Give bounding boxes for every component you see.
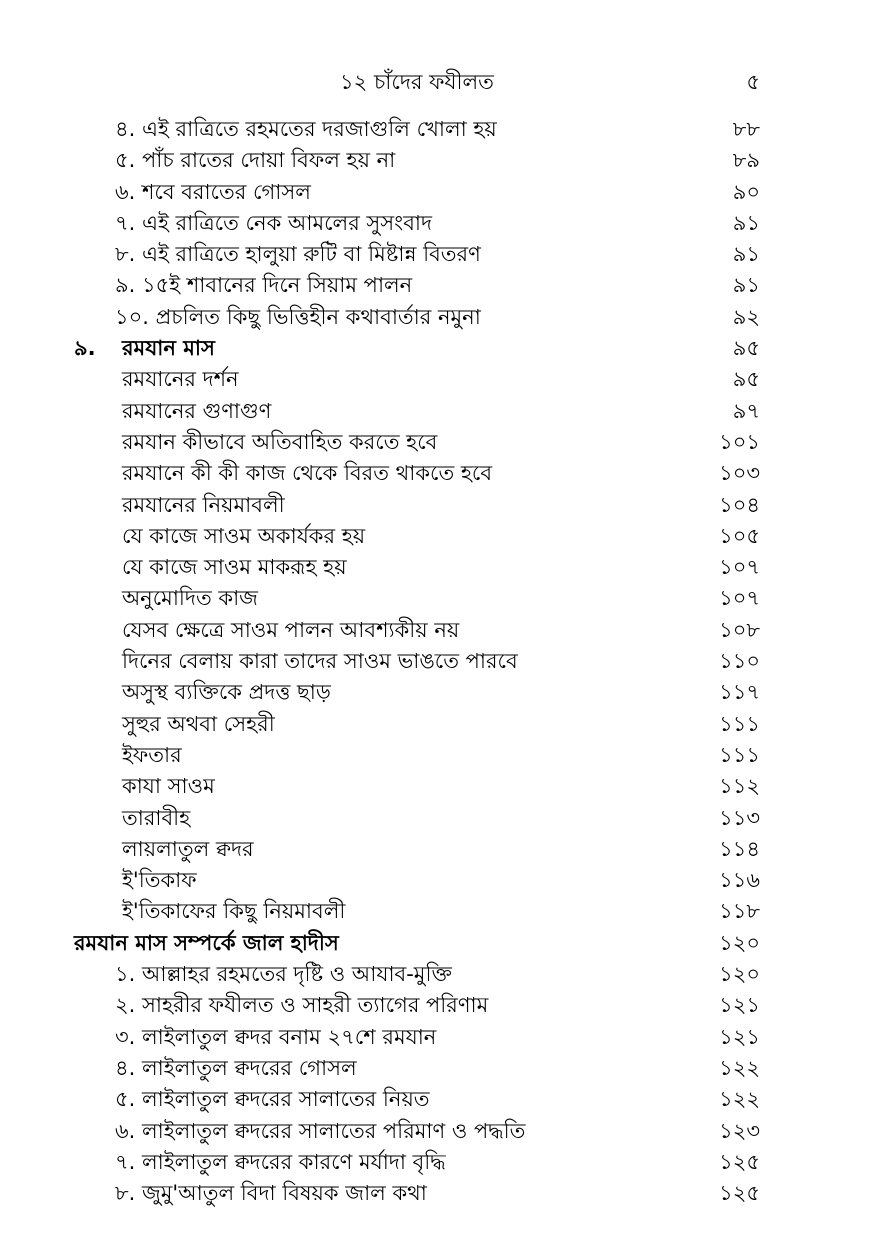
toc-entry (0, 239, 870, 270)
toc-entry-title: সুহুর অথবা সেহরী (122, 711, 275, 736)
toc-entry (0, 615, 870, 646)
running-header (0, 66, 870, 96)
toc-entry-title: রমযানের দর্শন (122, 367, 239, 392)
toc-entry-page: ১১৭ (719, 680, 760, 705)
toc-entry (0, 928, 870, 959)
toc-entry (0, 896, 870, 927)
toc-entry-title: ১. আল্লাহর রহমতের দৃষ্টি ও আযাব-মুক্তি (115, 962, 452, 987)
toc-entry-page: ১২৩ (719, 1118, 760, 1143)
toc-entry-title: রমযানে কী কী কাজ থেকে বিরত থাকতে হবে (122, 461, 493, 486)
toc-entry (0, 270, 870, 301)
toc-entry (0, 1116, 870, 1147)
toc-entry-page: ১০৫ (719, 523, 760, 548)
toc-entry-page: ১০৭ (719, 586, 760, 611)
toc-entry (0, 1022, 870, 1053)
toc-entry-title: ৫. পাঁচ রাতের দোয়া বিফল হয় না (115, 148, 396, 173)
toc-entry-title: ৮. এই রাত্রিতে হালুয়া রুটি বা মিষ্টান্ন বিতরণ (115, 242, 481, 267)
toc-entry-page: ১১৬ (719, 868, 760, 893)
toc-entry-page: ১১১ (719, 742, 760, 767)
toc-entry-page: ১২২ (719, 1087, 760, 1112)
toc-entry-title: অনুমোদিত কাজ (122, 586, 258, 611)
toc-entry-title: যেসব ক্ষেত্রে সাওম পালন আবশ্যকীয় নয় (122, 617, 460, 642)
toc-entry-title: যে কাজে সাওম মাকরূহ হয় (122, 555, 347, 580)
toc-entry-title: ৩. লাইলাতুল ক্বদর বনাম ২৭শে রমযান (115, 1024, 437, 1049)
toc-entry-page: ১১১ (719, 711, 760, 736)
running-title: ১২ চাঁদের ফযীলত (340, 70, 494, 94)
toc-entry (0, 959, 870, 990)
toc-entry (0, 490, 870, 521)
toc-entry (0, 458, 870, 489)
toc-entry (0, 114, 870, 145)
toc-entry (0, 177, 870, 208)
toc-entry-title: দিনের বেলায় কারা তাদের সাওম ভাঙতে পারবে (122, 649, 518, 674)
toc-entry-page: ১০৮ (719, 617, 760, 642)
toc-entry-title: তারাবীহ (122, 805, 191, 830)
toc-entry-title: ১০. প্রচলিত কিছু ভিত্তিহীন কথাবার্তার নমুনা (115, 304, 481, 329)
toc-entry (0, 771, 870, 802)
toc-entry (0, 427, 870, 458)
toc-entry-title: রমযানের নিয়মাবলী (122, 492, 285, 517)
toc-entry-page: ১১৪ (719, 836, 760, 861)
toc-entry (0, 552, 870, 583)
toc-entry-title: ৪. এই রাত্রিতে রহমতের দরজাগুলি খোলা হয় (115, 117, 497, 141)
toc-entry (0, 1178, 870, 1209)
toc-entry-title: যে কাজে সাওম অকার্যকর হয় (122, 523, 366, 548)
toc-entry-page: ৮৯ (732, 148, 760, 173)
toc-entry-page: ১০৭ (719, 555, 760, 580)
toc-entry (0, 709, 870, 740)
toc-entry-page: ১২১ (719, 1024, 760, 1049)
toc-entry-page: ১০৩ (719, 461, 760, 486)
toc-entry-title: রমযান কীভাবে অতিবাহিত করতে হবে (122, 429, 438, 454)
toc-entry-title: রমযানের গুণাগুণ (122, 398, 272, 423)
toc-entry-title: অসুস্থ ব্যক্তিকে প্রদত্ত ছাড় (122, 680, 331, 705)
toc-entry (0, 1147, 870, 1178)
toc-entry-title: লায়লাতুল ক্বদর (122, 836, 254, 861)
toc-entry-number: ৯. (74, 336, 96, 361)
toc-entry-page: ৯১ (732, 273, 760, 298)
toc-entry-page: ৯২ (732, 304, 760, 329)
toc-entry-page: ৮৮ (732, 117, 760, 141)
toc-entry-title: রমযান মাস সম্পর্কে জাল হাদীস (74, 930, 339, 955)
table-of-contents (0, 114, 870, 1209)
toc-entry-page: ১২০ (719, 962, 760, 987)
toc-entry-page: ১০১ (719, 429, 760, 454)
toc-entry-title: ই'তিকাফের কিছু নিয়মাবলী (122, 899, 346, 924)
toc-entry-page: ৯৫ (732, 336, 760, 361)
toc-entry (0, 1053, 870, 1084)
toc-entry-title: ৯. ১৫ই শাবানের দিনে সিয়াম পালন (115, 273, 413, 298)
toc-entry (0, 803, 870, 834)
toc-entry-page: ৯৭ (732, 398, 760, 423)
toc-entry (0, 865, 870, 896)
toc-entry-title: ইফতার (122, 742, 182, 767)
toc-entry-page: ১১৮ (719, 899, 760, 924)
toc-entry-title: কাযা সাওম (122, 774, 215, 799)
toc-entry-title: রমযান মাস (122, 336, 215, 361)
toc-entry-page: ১২৫ (719, 1149, 760, 1174)
toc-entry (0, 677, 870, 708)
toc-entry-page: ৯৫ (732, 367, 760, 392)
toc-entry (0, 208, 870, 239)
toc-entry-title: ৮. জুমু'আতুল বিদা বিষয়ক জাল কথা (115, 1181, 427, 1206)
toc-entry (0, 145, 870, 176)
toc-entry-title: ই'তিকাফ (122, 868, 197, 893)
toc-entry (0, 583, 870, 614)
toc-entry-title: ২. সাহরীর ফযীলত ও সাহরী ত্যাগের পরিণাম (115, 993, 489, 1018)
toc-entry-page: ৯১ (732, 242, 760, 267)
toc-entry (0, 646, 870, 677)
toc-entry (0, 333, 870, 364)
toc-entry-page: ১১৩ (719, 805, 760, 830)
toc-entry (0, 302, 870, 333)
toc-entry-page: ১১০ (719, 649, 760, 674)
toc-entry (0, 364, 870, 395)
toc-entry-title: ৭. এই রাত্রিতে নেক আমলের সুসংবাদ (115, 210, 433, 235)
toc-entry-title: ৭. লাইলাতুল ক্বদরের কারণে মর্যাদা বৃদ্ধি (115, 1149, 446, 1174)
page-number: ৫ (746, 70, 760, 94)
toc-entry-title: ৪. লাইলাতুল ক্বদরের গোসল (115, 1055, 357, 1080)
toc-entry (0, 834, 870, 865)
toc-entry (0, 740, 870, 771)
toc-entry-page: ১১২ (719, 774, 760, 799)
toc-entry-page: ৯০ (732, 179, 760, 204)
toc-entry-page: ৯১ (732, 210, 760, 235)
toc-entry-page: ১২৫ (719, 1181, 760, 1206)
toc-entry (0, 521, 870, 552)
toc-entry-page: ১০৪ (719, 492, 760, 517)
toc-entry (0, 990, 870, 1021)
toc-entry-title: ৬. লাইলাতুল ক্বদরের সালাতের পরিমাণ ও পদ্ধতি (115, 1118, 526, 1143)
toc-entry-page: ১২১ (719, 993, 760, 1018)
toc-entry-title: ৬. শবে বরাতের গোসল (115, 179, 311, 204)
toc-entry-page: ১২২ (719, 1055, 760, 1080)
toc-entry-title: ৫. লাইলাতুল ক্বদরের সালাতের নিয়ত (115, 1087, 430, 1112)
toc-entry (0, 1084, 870, 1115)
toc-entry (0, 396, 870, 427)
toc-entry-page: ১২০ (719, 930, 760, 955)
